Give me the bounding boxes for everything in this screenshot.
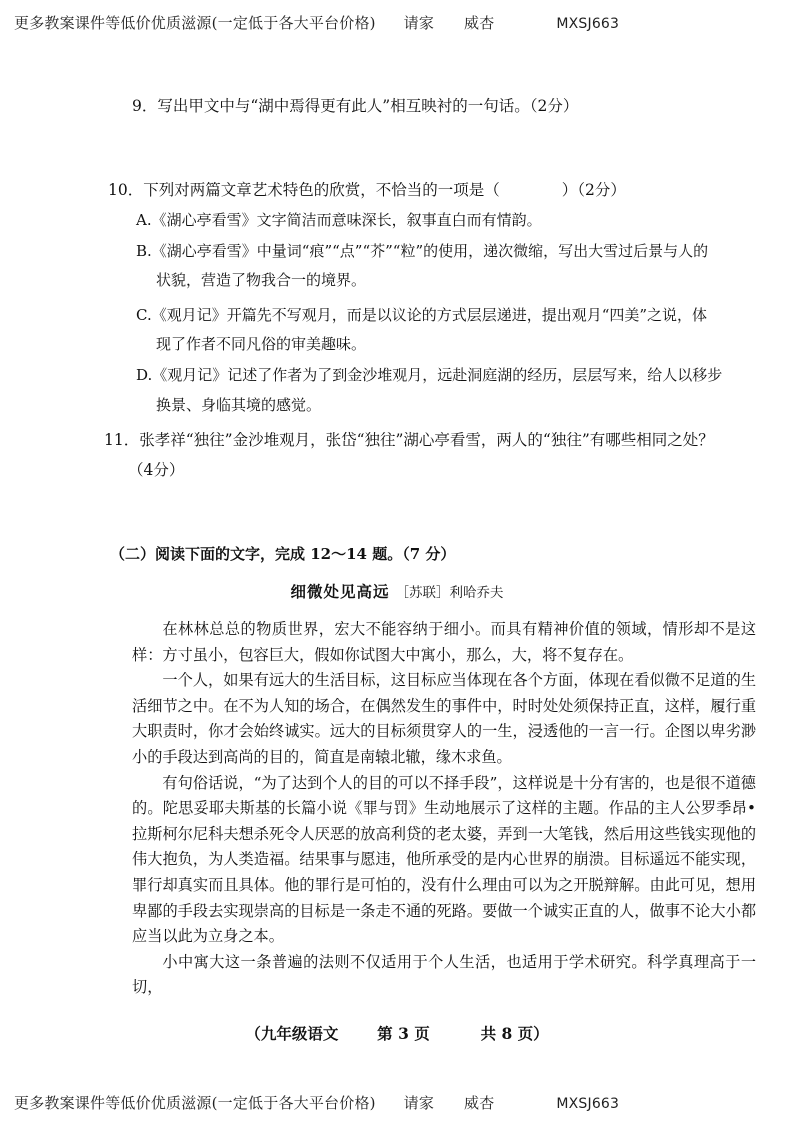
banner-text-bottom: 更多教案课件等低价优质滋源(一定低于各大平台价格) — [14, 1094, 376, 1112]
banner-code: MXSJ663 — [556, 16, 620, 32]
banner-code-bottom: MXSJ663 — [556, 1096, 620, 1112]
banner-name: 威杏 — [464, 14, 495, 32]
banner-ask: 请家 — [403, 14, 435, 32]
footer-page: 第 3 页 — [377, 1024, 430, 1043]
article-title-block — [0, 580, 794, 602]
section-heading: （二）阅读下面的文字，完成 12～14 题。（7 分） — [110, 545, 456, 563]
option-b-line-1: B.《湖心亭看雪》中量词“痕”“点”“芥”“粒”的使用，递次微缩，写出大雪过后景与人的 — [136, 242, 709, 260]
question-10 — [108, 178, 626, 200]
question-10-text: 10．下列对两篇文章艺术特色的欣赏，不恰当的一项是（ — [108, 181, 500, 199]
footer-subject: （九年级语文 — [245, 1024, 339, 1043]
question-10-points: ）（2分） — [561, 181, 626, 199]
article-body — [132, 617, 756, 1001]
question-11-line-2: （4分） — [128, 461, 185, 479]
banner-ask-bottom: 请家 — [403, 1094, 435, 1112]
question-9: 9．写出甲文中与“湖中焉得更有此人”相互映衬的一句话。（2分） — [132, 97, 579, 115]
footer-total: 共 8 页） — [480, 1024, 549, 1043]
option-d-line-1: D.《观月记》记述了作者为了到金沙堆观月，远赴洞庭湖的经历，层层写来，给人以移步 — [136, 366, 723, 384]
paragraph-2: 一个人，如果有远大的生活目标，这目标应当体现在各个方面，体现在看似微不足道的生活细节之中。在不为人知的场合，在偶然发生的事件中，时时处处须保持正直，这样，履行重大职责时，你才会始终诚实。远大的目标须贯穿人的一生，浸透他的一言一行。企图以卑劣渺小的手段达到高尚的目的，简直是南辕北辙，缘木求鱼。 — [132, 671, 756, 766]
article-title: 细微处见高远 — [290, 582, 390, 601]
paragraph-3: 有句俗话说，“为了达到个人的目的可以不择手段”，这样说是十分有害的，也是很不道德的。陀思妥耶夫斯基的长篇小说《罪与罚》生动地展示了这样的主题。作品的主人公罗季昂•拉斯柯尔尼科夫想杀死令人厌恶的放高利贷的老太婆，弄到一大笔钱，然后用这些钱实现他的伟大抱负，为人类造福。结果事与愿违，他所承受的是内心世界的崩溃。目标遥远不能实现，罪行却真实而且具体。他的罪行是可怕的，没有什么理由可以为之开脱辩解。由此可见，想用卑鄙的手段去实现崇高的目标是一条走不通的死路。要做一个诚实正直的人，做事不论大小都应当以此为立身之本。 — [132, 773, 756, 946]
paragraph-1: 在林林总总的物质世界，宏大不能容纳于细小。而具有精神价值的领域，情形却不是这样：方寸虽小，包容巨大，假如你试图大中寓小，那么，大，将不复存在。 — [132, 620, 756, 664]
option-c-line-2: 现了作者不同凡俗的审美趣味。 — [156, 335, 367, 353]
option-d-line-2: 换景、身临其境的感觉。 — [156, 396, 322, 414]
option-a: A.《湖心亭看雪》文字简洁而意味深长，叙事直白而有情韵。 — [136, 211, 542, 229]
header-banner — [14, 12, 619, 33]
banner-name-bottom: 威杏 — [464, 1094, 495, 1112]
option-b-line-2: 状貌，营造了物我合一的境界。 — [156, 271, 367, 289]
footer-banner — [14, 1092, 619, 1113]
option-c-line-1: C.《观月记》开篇先不写观月，而是以议论的方式层层递进，提出观月“四美”之说，体 — [136, 306, 708, 324]
banner-text: 更多教案课件等低价优质滋源(一定低于各大平台价格) — [14, 14, 376, 32]
paragraph-4: 小中寓大这一条普遍的法则不仅适用于个人生活，也适用于学术研究。科学真理高于一切， — [132, 952, 756, 997]
question-11-line-1: 11．张孝祥“独往”金沙堆观月，张岱“独往”湖心亭看雪，两人的“独往”有哪些相同之处？ — [104, 431, 714, 449]
article-author: ［苏联］利哈乔夫 — [395, 585, 504, 601]
page-footer — [0, 1022, 794, 1044]
